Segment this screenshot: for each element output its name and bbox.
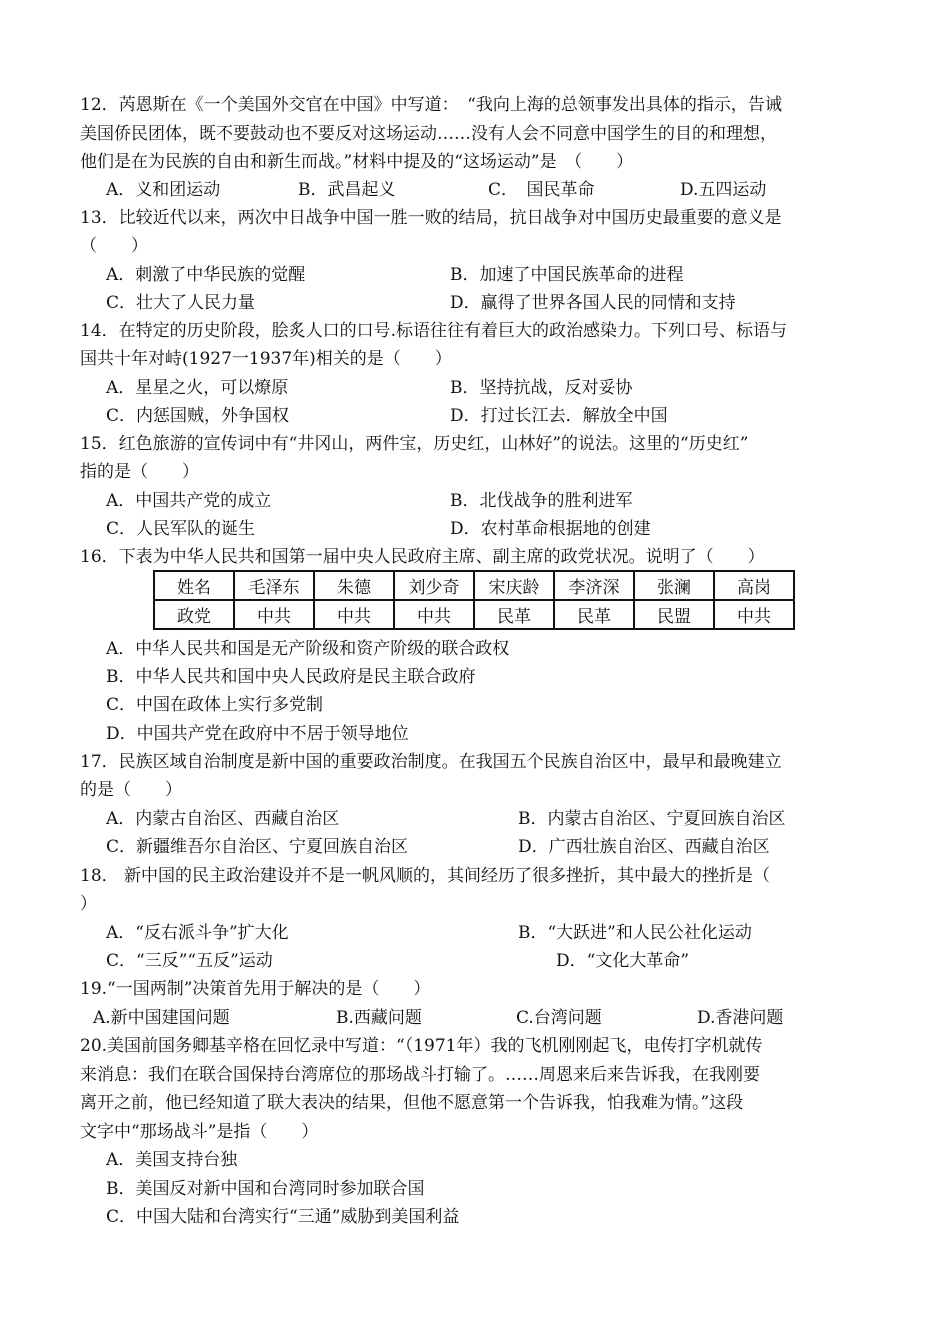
party-table-header-row bbox=[154, 571, 794, 600]
table-cell: 中共 bbox=[314, 600, 394, 629]
q15-option-c: C．人民军队的诞生 bbox=[106, 519, 256, 539]
q15-stem-line-2: 指的是（ ） bbox=[80, 462, 199, 482]
q18-option-d: D．“文化大革命” bbox=[556, 951, 690, 971]
q12-option-a: A．义和团运动 bbox=[106, 180, 221, 200]
q20-option-a: A．美国支持台独 bbox=[106, 1150, 238, 1170]
q18-stem-line-1: 18． 新中国的民主政治建设并不是一帆风顺的，其间经历了很多挫折，其中最大的挫折是（ bbox=[80, 866, 771, 886]
table-cell: 张澜 bbox=[634, 571, 714, 600]
table-cell: 朱德 bbox=[314, 571, 394, 600]
table-cell: 李济深 bbox=[554, 571, 634, 600]
table-cell: 民盟 bbox=[634, 600, 714, 629]
table-cell: 民革 bbox=[554, 600, 634, 629]
q20-stem-line-1: 20.美国前国务卿基辛格在回忆录中写道：“（1971年）我的飞机刚刚起飞，电传打字机就传 bbox=[80, 1036, 763, 1056]
q13-option-a: A．刺激了中华民族的觉醒 bbox=[106, 265, 306, 285]
q12-stem-line-3: 他们是在为民族的自由和新生而战。”材料中提及的“这场运动”是 （ ） bbox=[80, 152, 634, 172]
q20-stem-line-4: 文字中“那场战斗”是指（ ） bbox=[80, 1122, 319, 1142]
table-cell: 高岗 bbox=[714, 571, 794, 600]
q12-option-c: C． 国民革命 bbox=[488, 180, 595, 200]
q20-stem-line-2: 来消息：我们在联合国保持台湾席位的那场战斗打输了。……周恩来后来告诉我，在我刚要 bbox=[80, 1065, 760, 1085]
q17-stem-line-1: 17．民族区域自治制度是新中国的重要政治制度。在我国五个民族自治区中，最早和最晚建立 bbox=[80, 752, 782, 772]
q15-option-d: D．农村革命根据地的创建 bbox=[450, 519, 651, 539]
q13-option-b: B．加速了中国民族革命的进程 bbox=[450, 265, 684, 285]
table-cell: 政党 bbox=[154, 600, 234, 629]
q19-option-d: D.香港问题 bbox=[697, 1008, 784, 1028]
q18-option-b: B．“大跃进”和人民公社化运动 bbox=[518, 923, 752, 943]
q19-stem-line-1: 19.“一国两制”决策首先用于解决的是（ ） bbox=[80, 979, 431, 999]
q14-option-c: C．内惩国贼，外争国权 bbox=[106, 406, 290, 426]
table-cell: 刘少奇 bbox=[394, 571, 474, 600]
table-cell: 中共 bbox=[394, 600, 474, 629]
q16-option-c: C．中国在政体上实行多党制 bbox=[106, 695, 324, 715]
q12-option-d: D.五四运动 bbox=[680, 180, 767, 200]
q19-option-a: A.新中国建国问题 bbox=[93, 1008, 230, 1028]
q13-option-d: D．赢得了世界各国人民的同情和支持 bbox=[450, 293, 736, 313]
q18-stem-line-2: ） bbox=[80, 894, 97, 914]
q13-stem-line-2: （ ） bbox=[80, 236, 148, 256]
q16-option-a: A．中华人民共和国是无产阶级和资产阶级的联合政权 bbox=[106, 639, 510, 659]
q12-stem-line-1: 12．芮恩斯在《一个美国外交官在中国》中写道： “我向上海的总领事发出具体的指示，告诫 bbox=[80, 95, 782, 115]
q19-option-b: B.西藏问题 bbox=[336, 1008, 422, 1028]
q17-option-a: A．内蒙古自治区、西藏自治区 bbox=[106, 809, 340, 829]
q15-stem-line-1: 15．红色旅游的宣传词中有“井冈山，两件宝，历史红，山林好”的说法。这里的“历史红” bbox=[80, 434, 749, 454]
q16-stem-line-1: 16．下表为中华人民共和国第一届中央人民政府主席、副主席的政党状况。说明了（ ） bbox=[80, 547, 765, 567]
q20-option-c: C．中国大陆和台湾实行“三通”威胁到美国利益 bbox=[106, 1207, 460, 1227]
table-cell: 姓名 bbox=[154, 571, 234, 600]
table-cell: 中共 bbox=[714, 600, 794, 629]
table-cell: 民革 bbox=[474, 600, 554, 629]
q18-option-a: A．“反右派斗争”扩大化 bbox=[106, 923, 289, 943]
q15-option-a: A．中国共产党的成立 bbox=[106, 491, 272, 511]
q14-option-d: D．打过长江去．解放全中国 bbox=[450, 406, 668, 426]
q17-stem-line-2: 的是（ ） bbox=[80, 780, 182, 800]
q13-option-c: C．壮大了人民力量 bbox=[106, 293, 256, 313]
q12-option-b: B．武昌起义 bbox=[298, 180, 396, 200]
q16-option-b: B．中华人民共和国中央人民政府是民主联合政府 bbox=[106, 667, 476, 687]
q20-option-b: B．美国反对新中国和台湾同时参加联合国 bbox=[106, 1179, 425, 1199]
party-table bbox=[153, 570, 795, 630]
q17-option-b: B．内蒙古自治区、宁夏回族自治区 bbox=[518, 809, 786, 829]
table-cell: 毛泽东 bbox=[234, 571, 314, 600]
q16-option-d: D．中国共产党在政府中不居于领导地位 bbox=[106, 724, 409, 744]
q18-option-c: C．“三反”“五反”运动 bbox=[106, 951, 273, 971]
q17-option-d: D．广西壮族自治区、西藏自治区 bbox=[518, 837, 770, 857]
q12-stem-line-2: 美国侨民团体，既不要鼓动也不要反对这场运动……没有人会不同意中国学生的目的和理想， bbox=[80, 124, 777, 144]
table-cell: 宋庆龄 bbox=[474, 571, 554, 600]
q17-option-c: C．新疆维吾尔自治区、宁夏回族自治区 bbox=[106, 837, 409, 857]
q20-stem-line-3: 离开之前，他已经知道了联大表决的结果，但他不愿意第一个告诉我，怕我难为情。”这段 bbox=[80, 1093, 744, 1113]
party-table-data-row bbox=[154, 600, 794, 629]
q13-stem-line-1: 13．比较近代以来，两次中日战争中国一胜一败的结局，抗日战争对中国历史最重要的意义是 bbox=[80, 208, 782, 228]
q14-option-b: B．坚持抗战，反对妥协 bbox=[450, 378, 633, 398]
table-cell: 中共 bbox=[234, 600, 314, 629]
q14-stem-line-2: 国共十年对峙(1927一1937年)相关的是（ ） bbox=[80, 349, 452, 369]
q19-option-c: C.台湾问题 bbox=[516, 1008, 602, 1028]
q14-option-a: A．星星之火，可以燎原 bbox=[106, 378, 289, 398]
q14-stem-line-1: 14．在特定的历史阶段，脍炙人口的口号.标语往往有着巨大的政治感染力。下列口号、标语与 bbox=[80, 321, 788, 341]
q15-option-b: B．北伐战争的胜利进军 bbox=[450, 491, 633, 511]
